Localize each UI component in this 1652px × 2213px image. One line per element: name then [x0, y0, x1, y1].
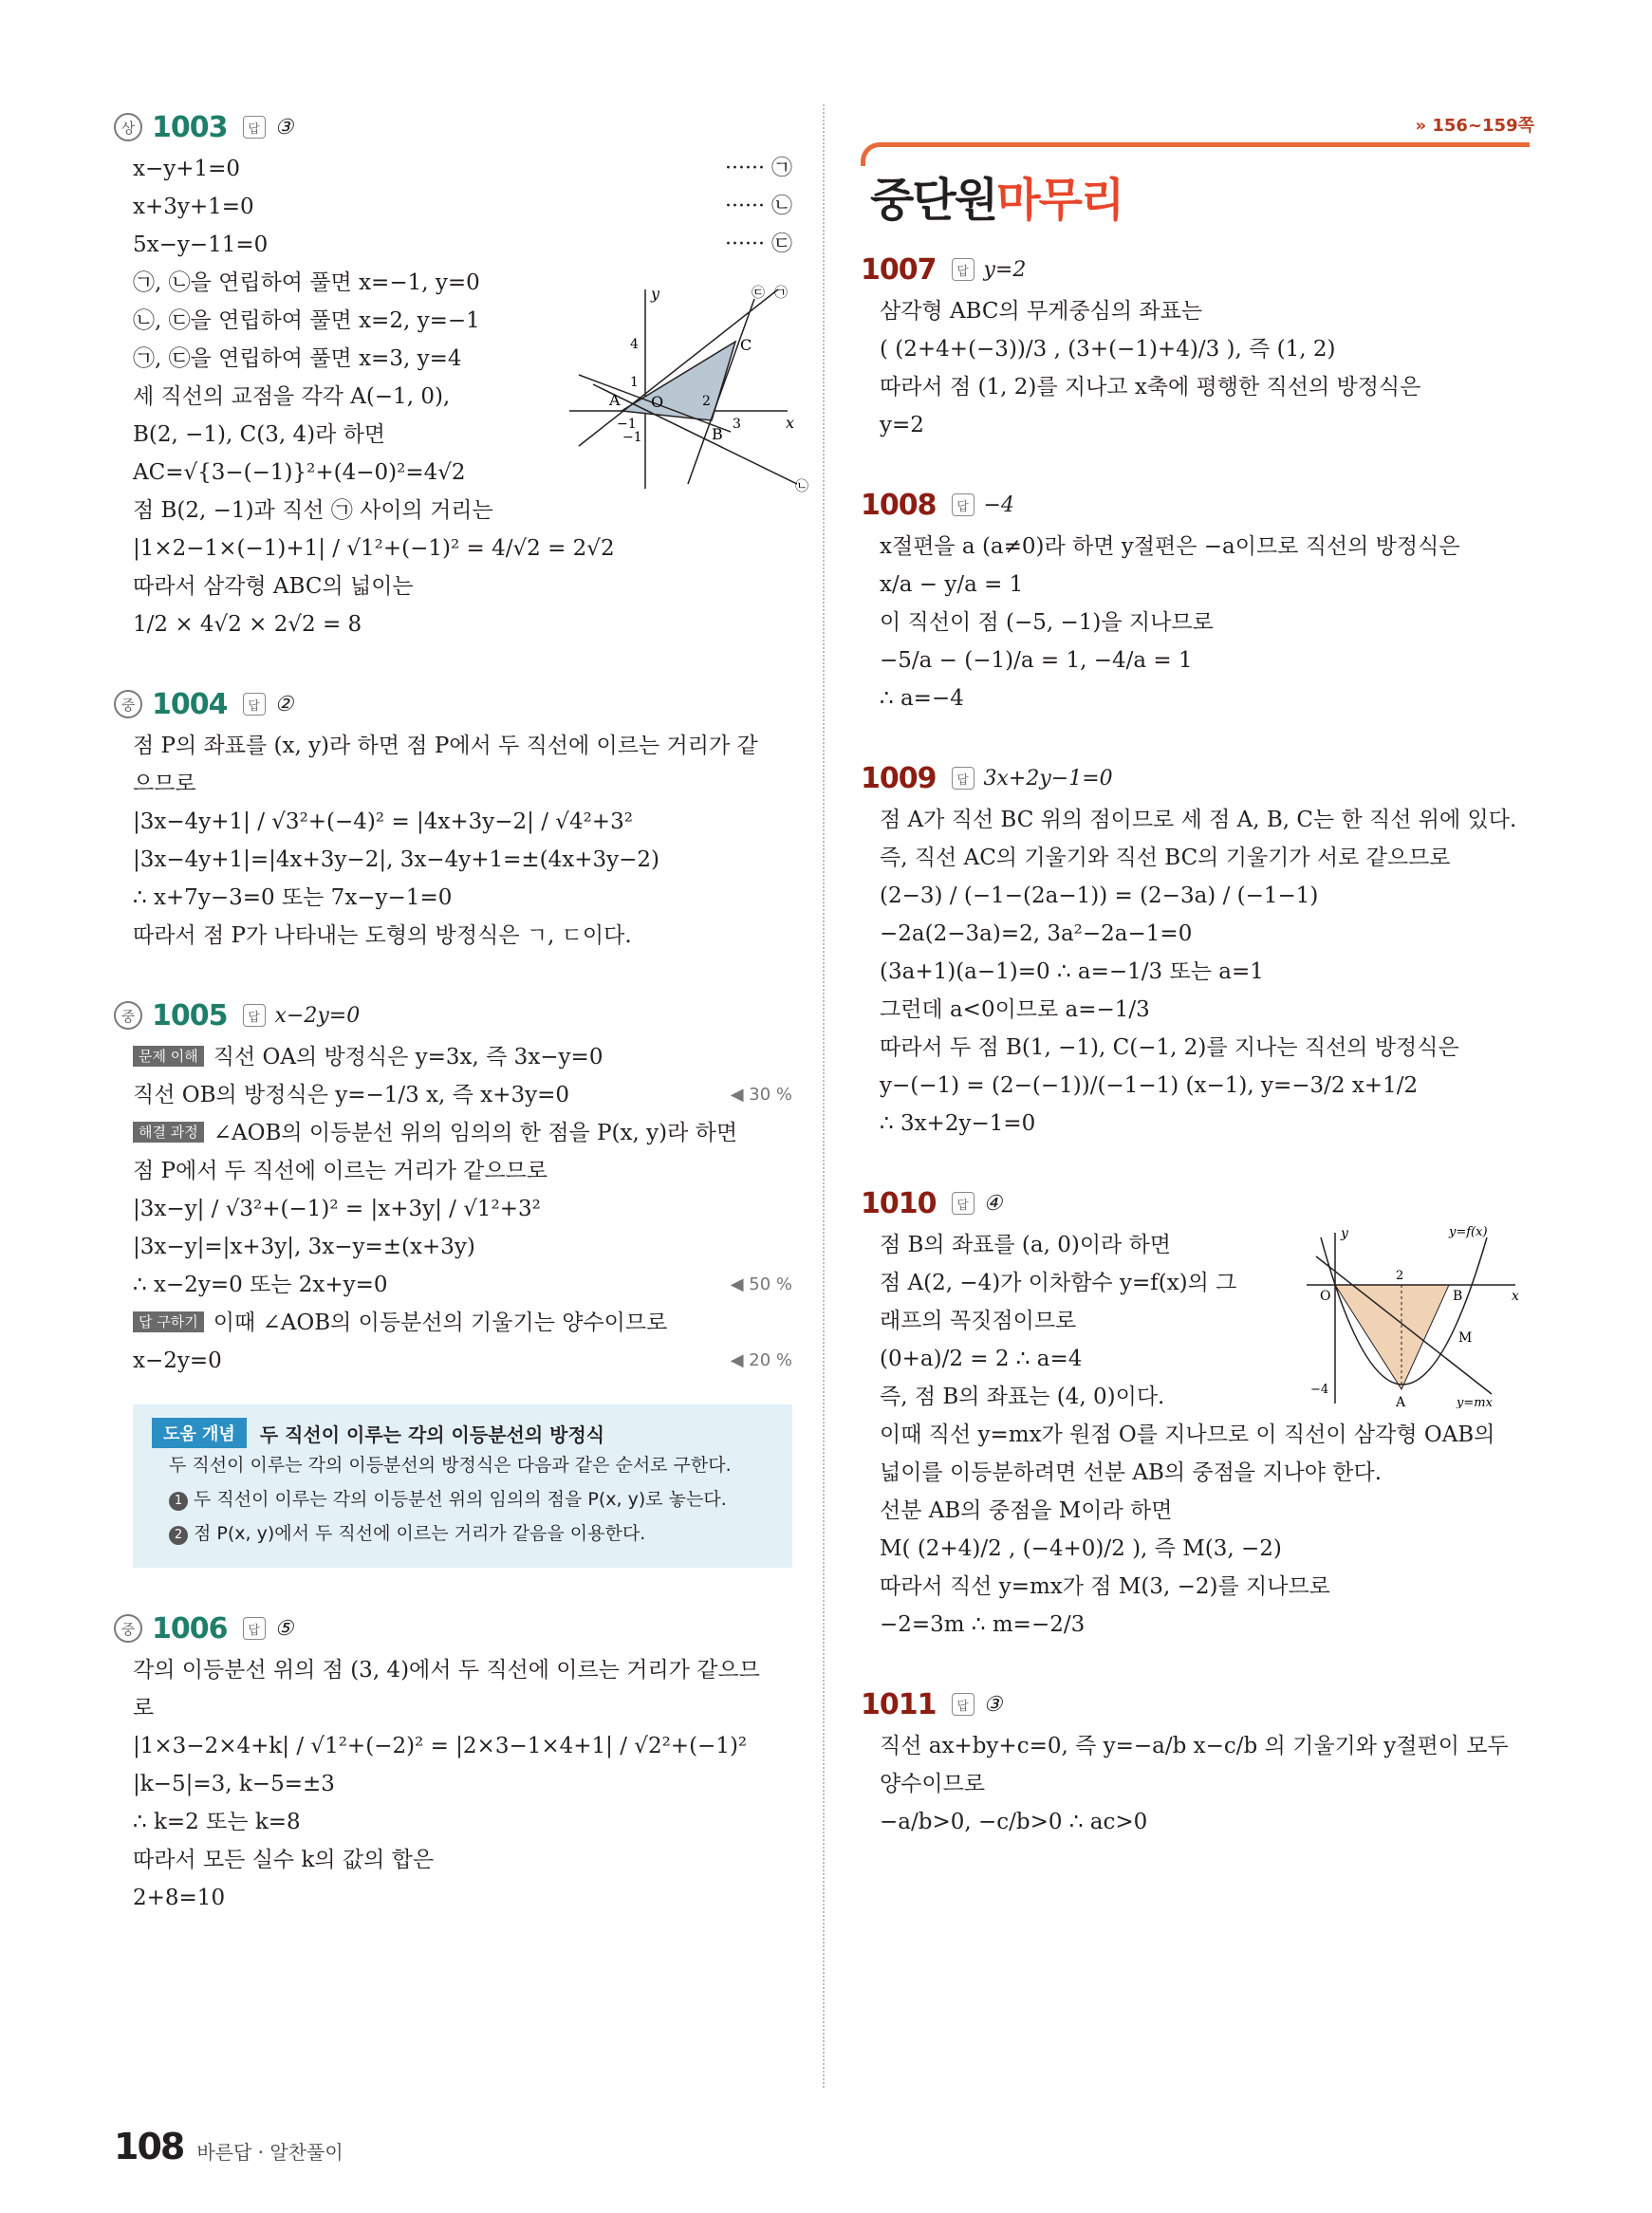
solution-line	[114, 1266, 792, 1304]
equation-mark: ······ ㉢	[725, 232, 792, 256]
concept-box-header	[152, 1418, 773, 1448]
problem-number: 1010	[861, 1186, 937, 1220]
step-tag: 문제 이해	[133, 1046, 204, 1067]
solution-line: |3x−4y+1| / √3²+(−4)² = |4x+3y−2| / √4²+3²	[133, 809, 633, 834]
solution-line: 이 직선이 점 (−5, −1)을 지나므로	[880, 610, 1214, 635]
step-bullet: 2	[169, 1526, 188, 1545]
concept-box	[133, 1404, 792, 1568]
triangle-graph	[560, 270, 901, 498]
origin-label: O	[1320, 1289, 1331, 1304]
solution-line	[114, 1038, 792, 1076]
answer-icon: 답	[243, 116, 266, 139]
answer-icon: 답	[243, 1617, 266, 1640]
solution-line: ∴ 3x+2y−1=0	[880, 1111, 1036, 1136]
solution-line: 선분 AB의 중점을 M이라 하면	[880, 1498, 1173, 1523]
solution-line: 삼각형 ABC의 무게중심의 좌표는	[880, 299, 1203, 324]
solution-line: −2=3m ∴ m=−2/3	[880, 1612, 1086, 1637]
solution-line: −2a(2−3a)=2, 3a²−2a−1=0	[880, 921, 1193, 946]
answer: ②	[274, 692, 294, 716]
solution-line: ㉠, ㉢을 연립하여 풀면 x=3, y=4	[133, 346, 462, 371]
problem-header	[114, 104, 792, 150]
solution-line: 따라서 점 (1, 2)를 지나고 x축에 평행한 직선의 방정식은	[880, 375, 1421, 400]
tick-label: 4	[630, 337, 639, 352]
solution-line: 1/2 × 4√2 × 2√2 = 8	[133, 612, 362, 637]
left-column	[114, 104, 808, 1955]
tick-label: 2	[702, 394, 711, 409]
solution-line: −a/b>0, −c/b>0 ∴ ac>0	[880, 1810, 1148, 1834]
solution-line: 세 직선의 교점을 각각 A(−1, 0),	[133, 384, 451, 409]
problem-header	[861, 482, 1534, 528]
point-m-label: M	[1458, 1330, 1473, 1346]
problem-1007	[861, 247, 1534, 444]
solution-line: ∴ k=2 또는 k=8	[133, 1810, 301, 1834]
page-range: » 156~159쪽	[1415, 116, 1534, 136]
point-b-label: B	[712, 425, 723, 443]
section-title	[870, 163, 1123, 229]
problem-1010	[861, 1181, 1534, 1644]
score-percent: ◀ 20 %	[730, 1350, 792, 1370]
problem-number: 1008	[861, 488, 937, 522]
answer: y=2	[983, 257, 1027, 282]
step-bullet: 1	[169, 1492, 188, 1511]
point-b-label: B	[1453, 1289, 1463, 1304]
solution-line: 로	[133, 1696, 155, 1720]
problem-number: 1005	[152, 998, 228, 1032]
solution-line: ∴ x+7y−3=0 또는 7x−y−1=0	[133, 885, 453, 910]
solution-line: 2+8=10	[133, 1886, 226, 1910]
problem-number: 1006	[152, 1611, 228, 1646]
concept-title: 두 직선이 이루는 각의 이등분선의 방정식	[259, 1423, 605, 1446]
answer: ④	[983, 1191, 1003, 1216]
solution-line: 점 A가 직선 BC 위의 점이므로 세 점 A, B, C는 한 직선 위에 있다.	[880, 808, 1517, 832]
level-badge: 중	[114, 1614, 142, 1643]
footer-label: 바른답 · 알찬풀이	[196, 2141, 343, 2164]
problem-number: 1004	[152, 687, 228, 721]
line-text: 점 P(x, y)에서 두 직선에 이르는 거리가 같음을 이용한다.	[194, 1523, 646, 1544]
line-label: ㉢	[752, 286, 765, 301]
solution-line: x/a − y/a = 1	[880, 572, 1024, 597]
tick-label: −1	[622, 430, 642, 445]
score-percent: ◀ 50 %	[730, 1274, 792, 1294]
solution-line: 직선 ax+by+c=0, 즉 y=−a/b x−c/b 의 기울기와 y절편이 모두	[880, 1734, 1509, 1758]
line-label: ㉡	[795, 479, 808, 494]
y-axis-label: y	[651, 285, 660, 303]
problem-header	[861, 247, 1534, 292]
line-text: 직선 OA의 방정식은 y=3x, 즉 3x−y=0	[213, 1045, 603, 1069]
answer: ③	[983, 1692, 1003, 1717]
answer: −4	[983, 493, 1014, 517]
problem-number: 1003	[152, 110, 228, 144]
solution-line: |3x−y| / √3²+(−1)² = |x+3y| / √1²+3²	[133, 1197, 541, 1221]
tick-label: 1	[630, 375, 639, 390]
solution-line	[114, 1342, 792, 1380]
solution-line: −5/a − (−1)/a = 1, −4/a = 1	[880, 648, 1193, 673]
line-text: x+3y+1=0	[133, 195, 254, 219]
answer: ⑤	[274, 1616, 294, 1641]
solution-line: (3a+1)(a−1)=0 ∴ a=−1/3 또는 a=1	[880, 959, 1264, 984]
level-badge: 중	[114, 1001, 142, 1030]
solution-line: ( (2+4+(−3))/3 , (3+(−1)+4)/3 ), 즉 (1, 2)	[880, 337, 1336, 362]
solution-line: 즉, 점 B의 좌표는 (4, 0)이다.	[880, 1385, 1165, 1409]
level-badge: 상	[114, 113, 142, 141]
line-text: 직선 OB의 방정식은 y=−1/3 x, 즉 x+3y=0	[133, 1083, 569, 1107]
solution-line: |3x−y|=|x+3y|, 3x−y=±(x+3y)	[133, 1235, 475, 1259]
point-a-label: A	[1396, 1395, 1406, 1408]
answer-icon: 답	[952, 767, 974, 790]
solution-line: 양수이므로	[880, 1772, 986, 1796]
equation-mark: ······ ㉠	[725, 157, 792, 180]
solution-line: 넓이를 이등분하려면 선분 AB의 중점을 지나야 한다.	[880, 1460, 1383, 1485]
line-label: ㉠	[774, 286, 788, 301]
solution-line: x절편을 a (a≠0)라 하면 y절편은 −a이므로 직선의 방정식은	[880, 534, 1460, 559]
solution-line: 점 A(2, −4)가 이차함수 y=f(x)의 그	[880, 1271, 1237, 1295]
solution-line	[114, 1114, 792, 1152]
problem-1004	[114, 681, 792, 955]
solution-line	[114, 1076, 792, 1114]
x-axis-label: x	[1512, 1289, 1519, 1304]
problem-1008	[861, 482, 1534, 717]
answer-icon: 답	[952, 1693, 974, 1716]
solution-line: 각의 이등분선 위의 점 (3, 4)에서 두 직선에 이르는 거리가 같으므	[133, 1658, 760, 1683]
solution-line: 점 P의 좌표를 (x, y)라 하면 점 P에서 두 직선에 이르는 거리가 같	[133, 734, 758, 758]
triangle-oab	[1335, 1285, 1449, 1389]
solution-line: |1×3−2×4+k| / √1²+(−2)² = |2×3−1×4+1| / √2²+(−1)²	[133, 1734, 748, 1758]
solution-line: |1×2−1×(−1)+1| / √1²+(−1)² = 4/√2 = 2√2	[133, 536, 615, 561]
y-axis-label: y	[1341, 1226, 1348, 1241]
origin-label: O	[651, 393, 664, 411]
tick-label: 2	[1396, 1269, 1404, 1283]
solution-line: ㉠, ㉡을 연립하여 풀면 x=−1, y=0	[133, 270, 480, 295]
problem-1006	[114, 1606, 792, 1917]
solution-line: (2−3) / (−1−(2a−1)) = (2−3a) / (−1−1)	[880, 883, 1319, 908]
tick-label: 3	[733, 417, 741, 432]
solution-line: 따라서 삼각형 ABC의 넓이는	[133, 574, 414, 599]
curve-label: y=f(x)	[1449, 1225, 1488, 1239]
tick-label: −1	[617, 417, 637, 432]
problem-1005	[114, 993, 792, 1380]
solution-line: 따라서 점 P가 나타내는 도형의 방정식은 ㄱ, ㄷ이다.	[133, 923, 632, 948]
page-footer	[114, 2126, 343, 2167]
solution-line: M( (2+4)/2 , (−4+0)/2 ), 즉 M(3, −2)	[880, 1536, 1282, 1561]
solution-line	[114, 1304, 792, 1342]
solution-line: 그런데 a<0이므로 a=−1/3	[880, 997, 1150, 1022]
problem-header	[861, 1682, 1534, 1727]
solution-line: |k−5|=3, k−5=±3	[133, 1772, 335, 1796]
answer: x−2y=0	[274, 1003, 361, 1028]
line-text: x−2y=0	[133, 1348, 222, 1373]
section-title-part1: 중단원	[870, 174, 997, 227]
equation-line	[114, 226, 792, 264]
concept-line	[152, 1482, 773, 1516]
problem-1011	[861, 1682, 1534, 1841]
solution-line: 점 B의 좌표를 (a, 0)이라 하면	[880, 1233, 1172, 1257]
solution-line: 따라서 두 점 B(1, −1), C(−1, 2)를 지나는 직선의 방정식은	[880, 1035, 1459, 1060]
concept-tag: 도움 개념	[152, 1418, 247, 1448]
answer-icon: 답	[243, 693, 266, 716]
solution-line: 래프의 꼭짓점이므로	[880, 1309, 1077, 1333]
line-text: ∠AOB의 이등분선 위의 임의의 한 점을 P(x, y)라 하면	[213, 1121, 738, 1145]
line-label: y=mx	[1457, 1396, 1493, 1408]
solution-line: 따라서 직선 y=mx가 점 M(3, −2)를 지나므로	[880, 1574, 1330, 1599]
problem-header	[114, 681, 792, 727]
solution-line: 즉, 직선 AC의 기울기와 직선 BC의 기울기가 서로 같으므로	[880, 846, 1451, 870]
step-tag: 해결 과정	[133, 1122, 204, 1143]
line-text: x−y+1=0	[133, 157, 241, 181]
solution-line: B(2, −1), C(3, 4)라 하면	[133, 422, 386, 447]
point-a-label: A	[609, 391, 621, 409]
problem-1009	[861, 755, 1534, 1143]
equation-line	[114, 150, 792, 188]
problem-header	[114, 993, 792, 1038]
problem-number: 1011	[861, 1687, 937, 1721]
triangle-abc	[622, 342, 735, 420]
solution-line: |3x−4y+1|=|4x+3y−2|, 3x−4y+1=±(4x+3y−2)	[133, 847, 660, 872]
solution-line: AC=√{3−(−1)}²+(4−0)²=4√2	[133, 460, 466, 485]
section-header	[861, 104, 1534, 247]
page-number: 108	[114, 2126, 184, 2167]
line-text: 두 직선이 이루는 각의 이등분선 위의 임의의 점을 P(x, y)로 놓는다.	[194, 1489, 727, 1510]
x-axis-label: x	[786, 414, 795, 432]
answer-icon: 답	[243, 1004, 266, 1027]
solution-line: (0+a)/2 = 2 ∴ a=4	[880, 1347, 1083, 1371]
problem-header	[114, 1606, 792, 1651]
line-text: 5x−y−11=0	[133, 232, 269, 257]
solution-line: 따라서 모든 실수 k의 값의 합은	[133, 1848, 435, 1872]
right-column	[861, 104, 1534, 1879]
level-badge: 중	[114, 690, 142, 718]
problem-number: 1007	[861, 252, 937, 287]
answer: ③	[274, 115, 294, 139]
solution-line: ∴ a=−4	[880, 686, 964, 711]
tick-label: −4	[1310, 1383, 1329, 1397]
line-text: ∴ x−2y=0 또는 2x+y=0	[133, 1273, 388, 1297]
problem-header	[861, 755, 1534, 801]
solution-line: 이때 직선 y=mx가 원점 O를 지나므로 이 직선이 삼각형 OAB의	[880, 1423, 1495, 1447]
solution-line: y=2	[880, 413, 924, 437]
problem-number: 1009	[861, 761, 937, 795]
solution-line: 점 B(2, −1)과 직선 ㉠ 사이의 거리는	[133, 498, 493, 523]
parabola-graph	[1297, 1218, 1525, 1408]
concept-line	[152, 1516, 773, 1551]
equation-line	[114, 188, 792, 226]
solution-line: 점 P에서 두 직선에 이르는 거리가 같으므로	[133, 1159, 548, 1183]
answer-icon: 답	[952, 1192, 974, 1215]
score-percent: ◀ 30 %	[730, 1085, 792, 1105]
point-c-label: C	[740, 336, 752, 354]
answer-icon: 답	[952, 493, 974, 516]
solution-line: 으므로	[133, 772, 196, 796]
answer-icon: 답	[952, 258, 974, 281]
equation-mark: ······ ㉡	[725, 195, 792, 218]
solution-line: y−(−1) = (2−(−1))/(−1−1) (x−1), y=−3/2 x+1/2	[880, 1073, 1419, 1098]
line-text: 이때 ∠AOB의 이등분선의 기울기는 양수이므로	[213, 1311, 668, 1335]
step-tag: 답 구하기	[133, 1311, 204, 1332]
concept-line: 두 직선이 이루는 각의 이등분선의 방정식은 다음과 같은 순서로 구한다.	[169, 1455, 732, 1476]
section-title-part2: 마무리	[996, 174, 1123, 227]
line-1	[579, 289, 778, 446]
answer: 3x+2y−1=0	[983, 766, 1113, 790]
solution-line: ㉡, ㉢을 연립하여 풀면 x=2, y=−1	[133, 308, 480, 333]
